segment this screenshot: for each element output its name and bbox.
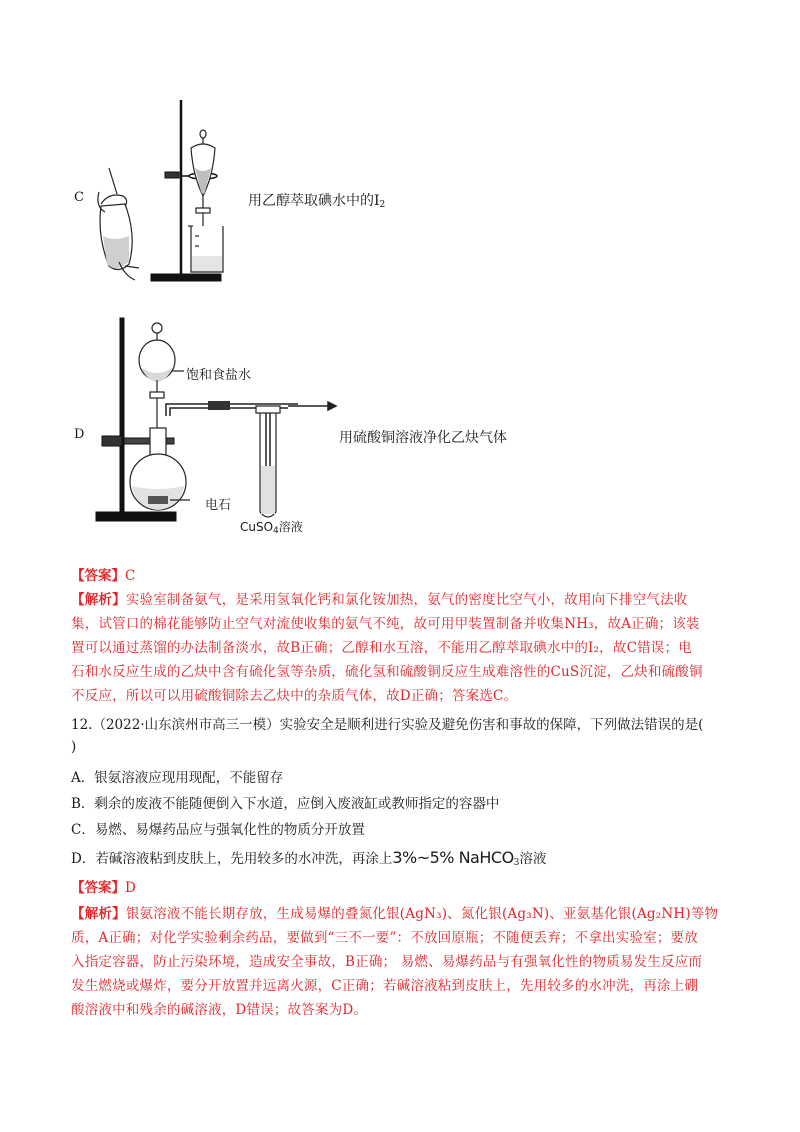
test-tube-icon xyxy=(256,406,280,517)
answer-value: D xyxy=(125,880,136,896)
ring-stand-icon xyxy=(151,100,221,281)
label-saturated-brine: 饱和食盐水 xyxy=(186,368,252,383)
analysis-1: 【解析】实验室制备氨气，是采用氢氧化钙和氯化铵加热，氨气的密度比空气小，故用向下排空气法收 集，试管口的棉花能够防止空气对流使收集的氨气不纯，故可用甲装置制备并收集NH₃，故A正确；该装 置可以通过蒸馏的办法制备淡水，故B正确；乙醇和水互溶，不能用乙醇萃取碘水中的I₂，故C错误；电 石和水反应生成的乙炔中含有硫化氢等杂质，硫化氢和硫酸铜反应生成难溶性的CuS沉淀，乙炔和硫酸铜 不反应，所以可以用硫酸铜除去乙炔中的杂质气体，故D正确；答案选C。 xyxy=(71,592,703,704)
answer-tag: 【答案】 xyxy=(71,568,125,584)
option-d-caption: 用硫酸铜溶液净化乙炔气体 xyxy=(339,430,507,446)
label-calcium-carbide: 电石 xyxy=(205,498,232,513)
dropping-funnel-icon xyxy=(139,323,184,434)
gas-delivery-tube-icon xyxy=(166,401,336,500)
answer-tag: 【答案】 xyxy=(71,880,125,896)
nahco3-formula: 3%~5% NaHCO xyxy=(392,848,514,867)
question-12-stem: 12.（2022·山东滨州市高三一模）实验安全是顺利进行实验及避免伤害和事故的保障，下列做法错误的是( ) xyxy=(71,717,704,755)
question-12-option-b: B．剩余的废液不能随便倒入下水道，应倒入废液缸或教师指定的容器中 xyxy=(71,796,500,812)
question-12-option-d: D．若碱溶液粘到皮肤上，先用较多的水冲洗，再涂上3%~5% NaHCO$_3$溶液 xyxy=(71,848,547,868)
option-c-caption: 用乙醇萃取碘水中的$I_2$ xyxy=(248,193,386,210)
question-12-option-a: A．银氨溶液应现用现配，不能留存 xyxy=(71,770,284,786)
analysis-2: 【解析】银氨溶液不能长期存放，生成易爆的叠氮化银(AgN₃)、氮化银(Ag₃N)、亚氨基化银(Ag₂NH)等物 质，A正确；对化学实验剩余药品，要做到“三不一要”：不放回原瓶；不随便丢弃；不拿出实验室；要放 入指定容器，防止污染环境，造成安全事故，B正确； 易燃、易爆药品与有强氧化性的物质易发生反应而 发生燃烧或爆炸，要分开放置并远离火源，C正确；若碱溶液粘到皮肤上，先用较多的水冲洗，再涂上硼 酸溶液中和残余的碱溶液，D错误；故答案为D。 xyxy=(71,906,719,1018)
answer-value: C xyxy=(125,568,136,584)
option-c-letter: C xyxy=(74,190,84,205)
beaker-icon xyxy=(188,226,223,272)
question-12-option-c: C．易燃、易爆药品应与强氧化性的物质分开放置 xyxy=(71,822,365,838)
answer-2 xyxy=(71,878,136,898)
separatory-funnel-extraction-diagram xyxy=(95,96,245,286)
option-d-letter: D xyxy=(74,427,85,442)
label-cuso4-solution: CuSO$_4$溶液 xyxy=(240,520,303,536)
hand-shaking-funnel-icon xyxy=(98,168,139,280)
answer-1 xyxy=(71,566,135,586)
